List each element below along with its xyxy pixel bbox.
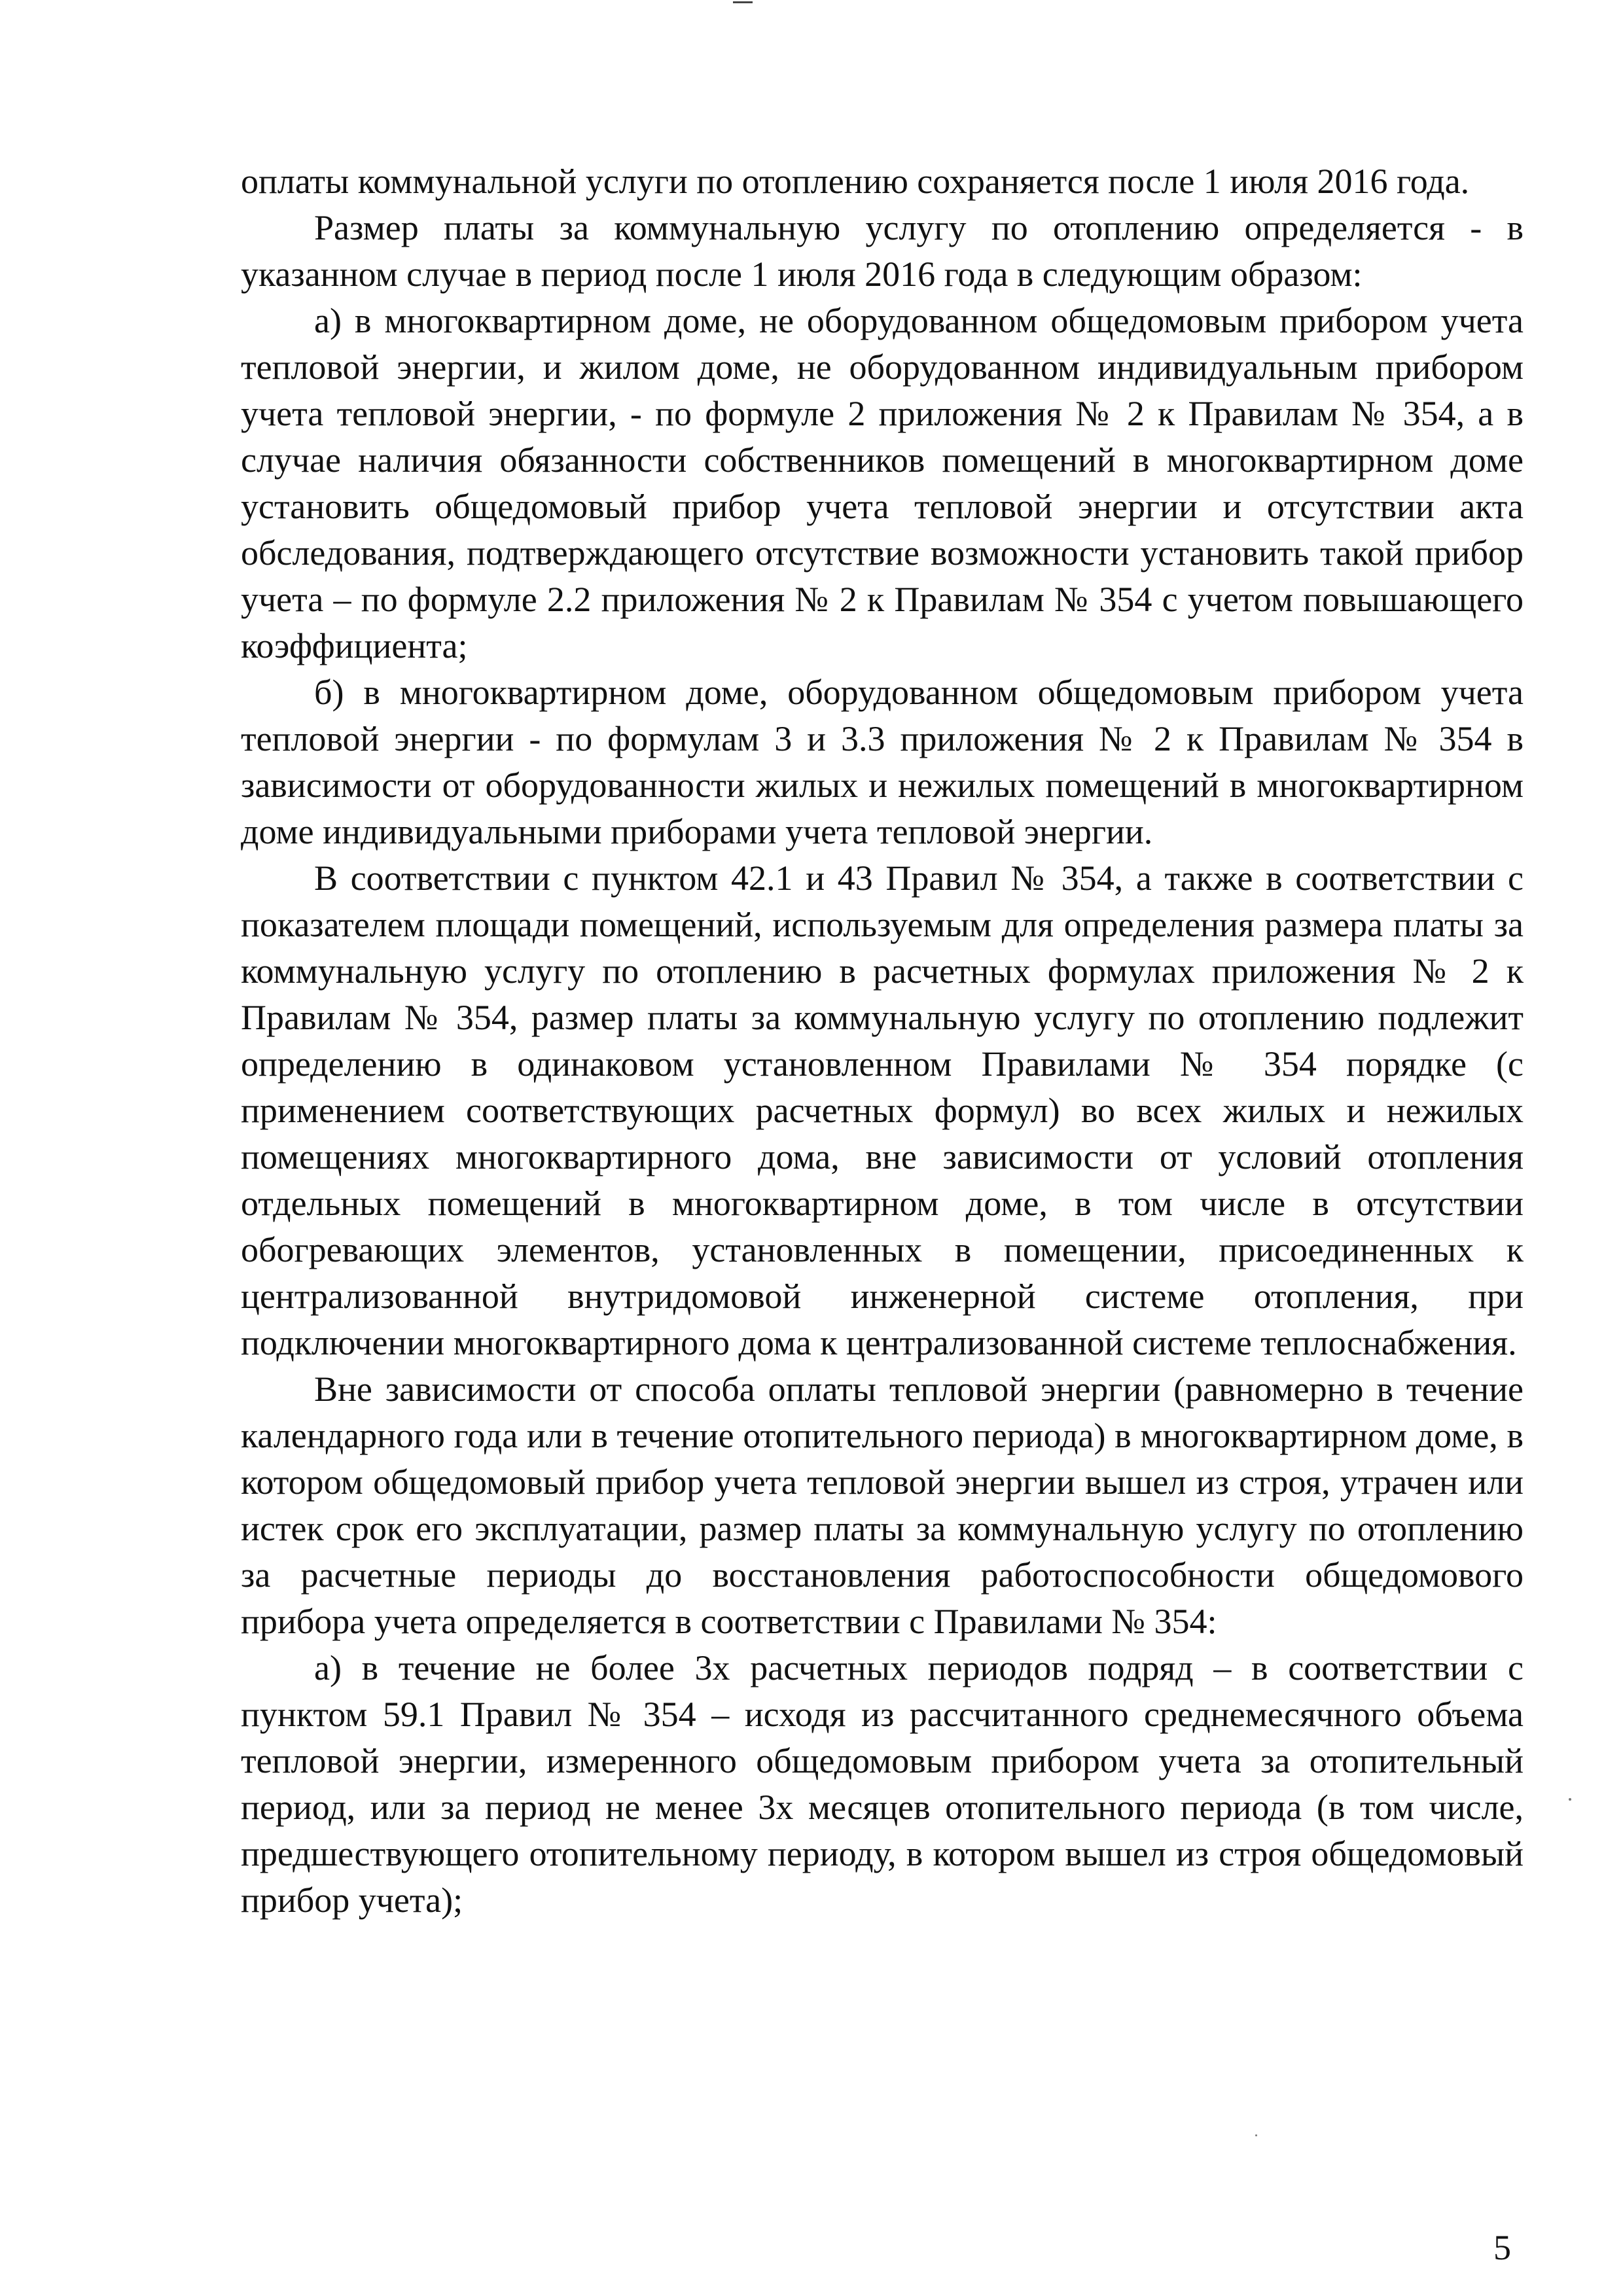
document-body (241, 158, 1524, 1924)
paragraph-payment-amount: Размер платы за коммунальную услугу по отоплению определяется - в указанном случае в период после 1 июля 2016 года в следующим образом: (241, 208, 1524, 294)
scan-artifact (733, 1, 753, 3)
page-number: 5 (1493, 2228, 1511, 2267)
scan-speck (1569, 1798, 1571, 1801)
paragraph-item-a-three-periods: а) в течение не более 3х расчетных периодов подряд – в соответствии с пунктом 59.1 Правил № 354 – исходя из рассчитанного среднемесячного объема тепловой энергии, измеренного общедомовым прибором учета за отопительный период, или за период не менее 3х месяцев отопительного периода (в том числе, предшествующего отопительному периоду, в котором вышел из строя общедомовый прибор учета); (241, 1648, 1524, 1920)
paragraph-broken-meter: Вне зависимости от способа оплаты тепловой энергии (равномерно в течение календарного года или в течение отопительного периода) в многоквартирном доме, в котором общедомовый прибор учета тепловой энергии вышел из строя, утрачен или истек срок его эксплуатации, размер платы за коммунальную услугу по отоплению за расчетные периоды до восстановления работоспособности общедомового прибора учета определяется в соответствии с Правилами № 354: (241, 1369, 1524, 1641)
scan-speck (1255, 2134, 1257, 2136)
paragraph-item-a-no-meter: а) в многоквартирном доме, не оборудованном общедомовым прибором учета тепловой энергии, и жилом доме, не оборудованном индивидуальным прибором учета тепловой энергии, - по формуле 2 приложения № 2 к Правилам № 354, а в случае наличия обязанности собственников помещений в многоквартирном доме установить общедомовый прибор учета тепловой энергии и отсутствии акта обследования, подтверждающего отсутствие возможности установить такой прибор учета – по формуле 2.2 приложения № 2 к Правилам № 354 с учетом повышающего коэффициента; (241, 301, 1524, 665)
paragraph-continuation: оплаты коммунальной услуги по отоплению сохраняется после 1 июля 2016 года. (241, 162, 1470, 201)
paragraph-item-b-with-meter: б) в многоквартирном доме, оборудованном общедомовым прибором учета тепловой энергии - по формулам 3 и 3.3 приложения № 2 к Правилам № 354 в зависимости от оборудованности жилых и нежилых помещений в многоквартирном доме индивидуальными приборами учета тепловой энергии. (241, 673, 1524, 851)
paragraph-rules-42-43: В соответствии с пунктом 42.1 и 43 Правил № 354, а также в соответствии с показателем площади помещений, используемым для определения размера платы за коммунальную услугу по отоплению в расчетных формулах приложения № 2 к Правилам № 354, размер платы за коммунальную услугу по отоплению подлежит определению в одинаковом установленном Правилами № 354 порядке (с применением соответствующих расчетных формул) во всех жилых и нежилых помещениях многоквартирного дома, вне зависимости от условий отопления отдельных помещений в многоквартирном доме, в том числе в отсутствии обогревающих элементов, установленных в помещении, присоединенных к централизованной внутридомовой инженерной системе отопления, при подключении многоквартирного дома к централизованной системе теплоснабжения. (241, 858, 1524, 1362)
